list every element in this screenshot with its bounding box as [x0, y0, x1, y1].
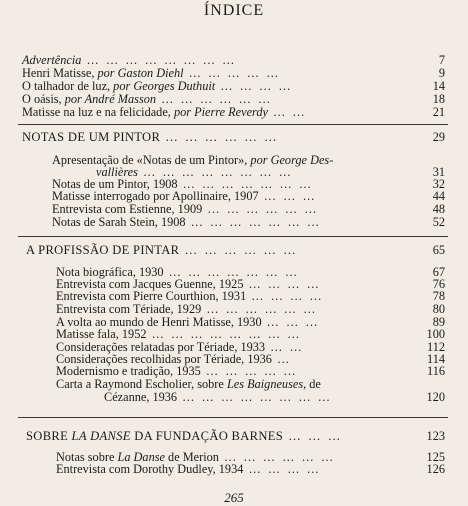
page-title: ÍNDICE	[203, 2, 265, 19]
page-number: 31	[432, 165, 445, 179]
page-number: 126	[426, 462, 445, 476]
page-number: 18	[432, 92, 445, 106]
page-number: 32	[432, 177, 445, 191]
section-divider	[18, 236, 448, 237]
page-number: 14	[432, 79, 445, 93]
toc-entry: Notas sobre La Danse de Merion … … … … … …	[56, 450, 336, 464]
toc-entry: A volta ao mundo de Henri Matisse, 1930 … … …	[56, 315, 320, 329]
section-heading: NOTAS DE UM PINTOR … … … … … …	[22, 130, 279, 144]
toc-entry-continuation: Cézanne, 1936 … … … … … … … …	[104, 390, 333, 404]
page-folio: 265	[224, 490, 244, 505]
toc-entry: Matisse fala, 1952 … … … … … … … …	[56, 327, 302, 341]
page-number: 100	[426, 327, 445, 341]
section-divider	[18, 417, 448, 418]
page-number: 9	[438, 66, 445, 80]
toc-entry: Entrevista com Pierre Courthion, 1931 … … … …	[56, 289, 324, 303]
page-number: 65	[432, 243, 445, 257]
page-number: 80	[432, 302, 445, 316]
toc-entry: Henri Matisse, por Gaston Diehl … … … … …	[22, 66, 281, 80]
toc-entry: Notas de Sarah Stein, 1908 … … … … … … …	[52, 215, 322, 229]
toc-entry: Entrevista com Tériade, 1929 … … … … … …	[56, 302, 318, 316]
toc-entry: Considerações relatadas por Tériade, 1933 … …	[56, 340, 304, 354]
page-number: 114	[427, 352, 445, 366]
page-number: 48	[432, 202, 445, 216]
toc-entry: Carta a Raymond Escholier, sobre Les Baigneuses, de	[56, 377, 321, 391]
toc-entry: O talhador de luz, por Georges Duthuit … … … …	[22, 79, 293, 93]
toc-entry: Nota biográfica, 1930 … … … … … … …	[56, 265, 300, 279]
page-number: 29	[432, 130, 445, 144]
page-number: 116	[427, 364, 445, 378]
toc-entry: Entrevista com Estienne, 1909 … … … … … …	[52, 202, 319, 216]
page-number: 44	[432, 189, 445, 203]
page-number: 67	[432, 265, 445, 279]
page-number: 123	[426, 429, 445, 443]
page-number: 7	[438, 53, 445, 67]
toc-entry: O oásis, por André Masson … … … … … …	[22, 92, 273, 106]
toc-entry: Matisse interrogado por Apollinaire, 1907 … … …	[52, 189, 317, 203]
page-number: 76	[432, 277, 445, 291]
section-heading: A PROFISSÃO DE PINTAR … … … … … …	[26, 243, 298, 257]
page-number: 78	[432, 289, 445, 303]
page-number: 89	[432, 315, 445, 329]
toc-entry: Advertência … … … … … … … …	[22, 53, 237, 67]
toc-entry: Notas de um Pintor, 1908 … … … … … … …	[52, 177, 314, 191]
toc-entry: Entrevista com Dorothy Dudley, 1934 … … … …	[56, 462, 321, 476]
toc-entry: Entrevista com Jacques Guenne, 1925 … … … …	[56, 277, 321, 291]
section-divider	[18, 124, 448, 125]
page-number: 125	[426, 450, 445, 464]
toc-entry: Matisse na luz e na felicidade, por Pierre Reverdy … …	[22, 105, 307, 119]
section-heading: SOBRE LA DANSE DA FUNDAÇÃO BARNES … … …	[26, 429, 343, 443]
toc-entry: Apresentação de «Notas de um Pintor», por George Des-	[52, 153, 334, 167]
page-number: 112	[427, 340, 445, 354]
page-number: 21	[432, 105, 445, 119]
page-number: 120	[426, 390, 445, 404]
page-number: 52	[432, 215, 445, 229]
toc-entry: Modernismo e tradição, 1935 … … … … …	[56, 364, 298, 378]
toc-entry: Considerações recolhidas por Tériade, 1936 …	[56, 352, 292, 366]
toc-entry-continuation: vallières … … … … … … … …	[96, 165, 293, 179]
